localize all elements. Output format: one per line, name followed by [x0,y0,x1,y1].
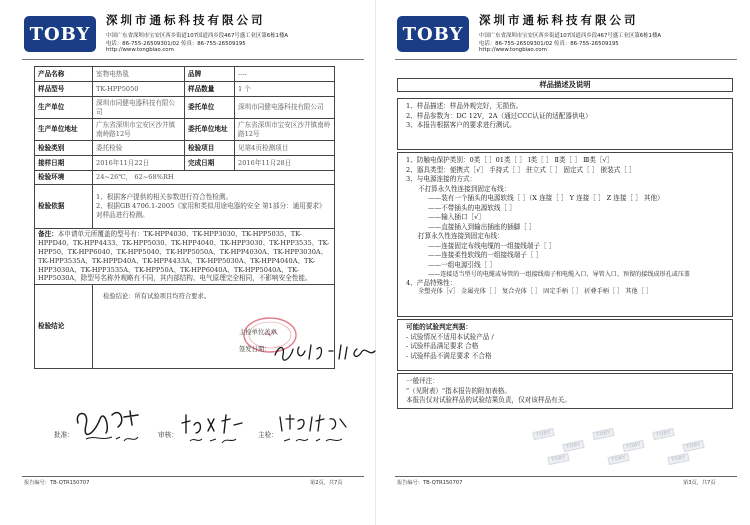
table-row [35,141,335,156]
classification-line: 2、器具类型：便携式［√］ 手持式［ ］ 驻立式［ ］ 固定式［ ］ 嵌装式［ ］ [406,165,636,174]
watermark-icon: TOBY [532,428,554,440]
company-phone: 电话：86-755-26509301/02 传真：86-755-26509195 [106,41,246,47]
remark-line: "（见附表）"指本报告的附加表格。 [406,386,511,395]
remark-line: 本报告仅对试验样品的试验结果负责，仅对该样品有关。 [406,396,571,405]
signature-row [54,405,354,449]
row-label: 产品名称 [35,67,93,82]
row-label: 委托单位 [185,97,235,119]
inspect-label: 主检： [258,431,278,439]
classification-line: ——连接柔性软线的一组接线端子［ ］ [428,251,543,260]
letterhead [397,12,743,56]
classification-line: 1、防触电保护类别：0类［ ］01类［ ］ Ⅰ类［ ］ Ⅱ类［ ］ Ⅲ类［√］ [406,156,614,164]
row-label: 生产单位 [35,97,93,119]
row-value: 1 个 [235,82,335,97]
general-remarks-box [397,373,733,409]
header-divider [395,59,737,60]
watermark-icon: TOBY [622,440,644,452]
classification-line: 不打算永久性连接到固定布线： [418,184,511,193]
row-value: 深圳市同健电器科技有限公司 [235,97,335,119]
classification-line: 全塑壳体［√］ 金属壳体［ ］ 复合壳体［ ］ 固定手柄［ ］ 折叠手柄［ ］ 其他［ ］ [418,288,652,296]
description-line: 2、样品参数为：DC 12V，2A（通过CCC认证的适配器供电） [406,111,592,120]
inspect-signature-icon [276,411,354,447]
letterhead [24,12,370,56]
row-label: 完成日期 [185,156,235,171]
report-number: 报告编号：TB-QTR150707 [24,480,90,486]
verdict-line: - 试验样品不满足要求 不合格 [406,351,492,360]
row-value: ---- [235,67,335,82]
classification-line: 打算永久性连接到固定布线： [418,232,504,241]
row-label: 样品数量 [185,82,235,97]
watermark-icon: TOBY [547,453,569,465]
basis-content [93,185,335,229]
classification-line: ——一组电源引线［ ］ [428,261,497,270]
section-title: 样品描述及说明 [397,78,733,92]
review-label: 审核： [158,431,178,439]
row-value: 委托检验 [93,141,185,156]
header-divider [22,59,364,60]
footer-divider [395,476,737,477]
row-value: 见第4页检测项目 [235,141,335,156]
issue-date-handwritten-icon [271,339,381,365]
row-label: 接样日期 [35,156,93,171]
watermark-icon: TOBY [652,428,674,440]
classification-line: 4、产品特殊性： [406,278,457,287]
classification-line: ——不带插头的电源软线［ ］ [428,203,516,212]
table-row [35,171,335,185]
watermark-icon: TOBY [607,453,629,465]
row-label: 检验项目 [185,141,235,156]
toby-logo-icon: TOBY [24,16,96,52]
table-row [35,67,335,82]
watermark-icon: TOBY [682,440,704,452]
report-page-2 [10,0,370,525]
company-phone: 电话：86-755-26509301/02 传真：86-755-26509195 [479,41,619,47]
verdict-criteria-title: 可能的试验判定判据： [406,323,472,331]
table-row [35,119,335,141]
conclusion-cell [93,285,335,369]
classification-line: ——输入插口［√］ [428,213,485,222]
row-value: 广东省深圳市宝安区沙井镇南岭路12号 [93,119,185,141]
row-value: 广东省深圳市宝安区沙井镇南岭路12号 [235,119,335,141]
classification-line: ——装有一个插头的电源软线［ ］（X 连接［ ］ Y 连接［ ］ Z 连接［ ］ 其他） [428,194,664,203]
general-remarks-title: 一般评注： [406,377,439,385]
company-website: http://www.tongbiao.com [106,47,174,53]
description-line: 3、本报告根据客户的要求进行测试。 [406,121,516,130]
row-value: TK-HPP5050 [93,82,185,97]
report-info-table [34,66,335,369]
basis-item: 2、根据GB 4706.1-2005《家用和类似用途电器的安全 第1部分：通用要求》对样品进行检测。 [96,202,326,219]
conclusion-label: 检验结论 [35,285,93,369]
description-line: 1、样品描述：样品外观完好，无损伤。 [406,102,523,110]
row-label: 生产单位地址 [35,119,93,141]
page-number: 第3页，共7页 [683,480,716,486]
table-row [35,185,335,229]
row-label: 委托单位地址 [185,119,235,141]
approve-signature-icon [72,405,152,447]
seal-label: 主检单位盖章 [239,329,277,337]
watermark-icon: TOBY [592,428,614,440]
watermark-icon: TOBY [562,440,584,452]
row-label: 检验类别 [35,141,93,156]
classification-line: 3、与电源连接的方式： [406,175,477,184]
watermark-icon: TOBY [667,453,689,465]
env-value: 24~26℃， 62~68%RH [93,171,335,185]
remark-cell [35,229,335,285]
sample-description-box [397,98,733,150]
remark-text: 本申请单元所覆盖的型号有：TK-HPP4030、TK-HPP3030、TK-HPP5035、TK-HPPD40、TK-HPP4433、TK-HPP5030、TK-HPP4040、TK-HPP3030、TK-HPP3535、TK-HPP50、TK-HPP6040、TK-HPP5040、TK-HPP5050A、TK-HPP4030A、TK-HPP3030A、TK-HPP3535A、TK-HPPD40A、TK-HPP4433A、TK-HPP5030A、TK-HPP4040A、TK-HPP3030A、TK-HPP3535A、TK-HPP50A、TK-HPP6040A、TK-HPP5040A、TK-HPP5030A，除型号名称外观略有不同，其内部结构、电气原理完全相同，不影响安全性能。 [38,230,330,283]
classification-line: ——连接固定布线电缆的一组接线端子［ ］ [428,241,556,250]
verdict-criteria-box [397,319,733,371]
row-value: 深圳市同健电器科技有限公司 [93,97,185,119]
classification-box [397,152,733,317]
verdict-line: - 试验样品满足要求 合格 [406,342,479,351]
basis-label: 检验依据 [35,185,93,229]
company-address: 中国广东省深圳市宝安区西乡街道107国道西乡段467号盛工业区第6栋1楼A [106,33,289,39]
report-page-3 [383,0,743,525]
report-number: 报告编号：TB-QTR150707 [397,480,463,486]
company-name: 深圳市通标科技有限公司 [479,13,639,27]
table-row [35,156,335,171]
table-row [35,285,335,369]
row-value: 2016年11月22日 [93,156,185,171]
classification-line: ——连接适当型号的电缆或导管的一组接线端子和电缆入口、导管入口、预留的接线成形孔或压盖 [428,270,691,278]
approve-label: 批准： [54,431,74,439]
row-value: 室物电热毯 [93,67,185,82]
row-value: 2016年11月28日 [235,156,335,171]
toby-logo-icon: TOBY [397,16,469,52]
table-row [35,97,335,119]
table-row [35,82,335,97]
classification-line: ——直接插入到输出插座的插脚［ ］ [428,222,536,231]
company-website: http://www.tongbiao.com [479,47,547,53]
issue-date-label: 签发日期： [239,346,271,354]
row-label: 样品型号 [35,82,93,97]
page-gutter [375,0,376,525]
company-name: 深圳市通标科技有限公司 [106,13,266,27]
conclusion-text: 检验结论：所有试验项目均符合要求。 [103,293,211,301]
page-number: 第2页，共7页 [310,480,343,486]
company-address: 中国广东省深圳市宝安区西乡街道107国道西乡段467号盛工业区第6栋1楼A [479,33,662,39]
review-signature-icon [178,411,252,447]
remark-label: 备注： [38,230,58,238]
basis-item: 1、根据客户提供的相关参数进行符合性检测。 [96,193,233,202]
table-row [35,229,335,285]
env-label: 检验环境 [35,171,93,185]
footer-divider [22,476,364,477]
row-label: 品牌 [185,67,235,82]
verdict-line: - 试验情况不适用本试验产品 / [406,332,494,341]
